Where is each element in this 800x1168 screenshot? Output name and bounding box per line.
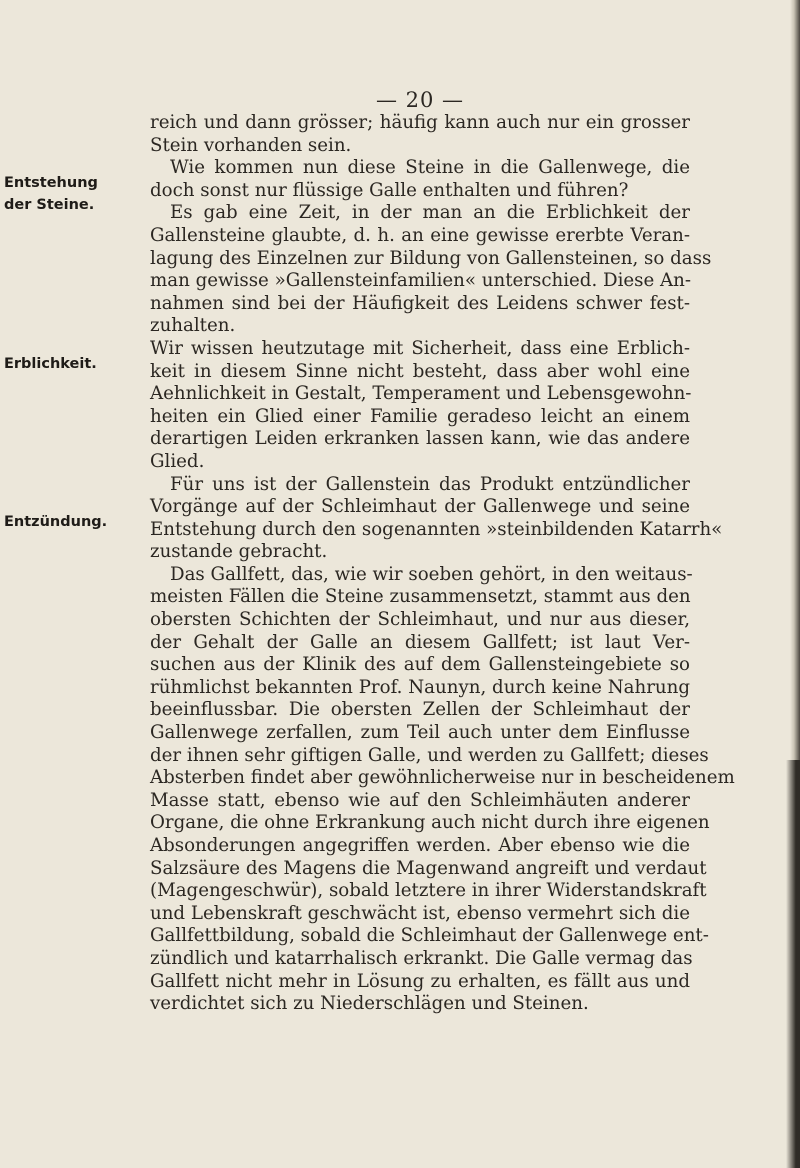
text-line: meisten Fällen die Steine zusammensetzt, stammt aus den [150,586,691,608]
text-line: Gallfett nicht mehr in Lösung zu erhalten, es fällt aus und [150,970,690,992]
text-line: und Lebenskraft geschwächt ist, ebenso vermehrt sich die [150,902,690,924]
text-line: beeinflussbar. Die obersten Zellen der Schleimhaut der [150,699,690,721]
text-line: zustande gebracht. [150,541,328,563]
margin-note-entzuendung: Entzündung. [4,514,108,530]
text-line: Absterben findet aber gewöhnlicherweise nur in bescheidenem [150,767,735,789]
text-line: heiten ein Glied einer Familie geradeso leicht an einem [150,405,690,427]
text-line: obersten Schichten der Schleimhaut, und nur aus dieser, [150,609,690,631]
margin-note-entstehung: Entstehung [4,175,98,191]
page-edge-shadow-dark [786,760,800,1168]
text-line: Stein vorhanden sein. [150,134,352,156]
text-line: rühmlichst bekannten Prof. Naunyn, durch keine Nahrung [150,676,690,698]
text-line: Aehnlichkeit in Gestalt, Temperament und Lebensgewohn- [150,383,692,405]
text-line: Entstehung durch den sogenannten »steinbildenden Katarrh« [150,518,723,540]
text-line: suchen aus der Klinik des auf dem Gallensteingebiete so [150,654,690,676]
text-line: Für uns ist der Gallenstein das Produkt entzündlicher [170,473,690,495]
text-line: Es gab eine Zeit, in der man an die Erblichkeit der [170,202,690,224]
text-line: Wir wissen heutzutage mit Sicherheit, dass eine Erblich- [150,337,690,359]
margin-note-der-steine: der Steine. [4,197,95,213]
text-line: zuhalten. [150,315,236,337]
text-line: Absonderungen angegriffen werden. Aber ebenso wie die [150,835,690,856]
text-line: Salzsäure des Magens die Magenwand angreift und verdaut [150,857,707,879]
text-line: Das Gallfett, das, wie wir soeben gehört, in den weitaus- [170,563,693,585]
text-line: Masse statt, ebenso wie auf den Schleimhäuten anderer [150,789,690,811]
text-line: man gewisse »Gallensteinfamilien« unterschied. Diese An- [150,270,692,292]
text-line: Glied. [150,450,205,472]
margin-note-erblichkeit: Erblichkeit. [4,356,97,372]
page-number: — 20 — [375,88,465,112]
text-line: keit in diesem Sinne nicht besteht, dass aber wohl eine [150,360,690,382]
text-line: Gallenwege zerfallen, zum Teil auch unter dem Einflusse [150,722,690,744]
text-line: Wie kommen nun diese Steine in die Gallenwege, die [170,157,690,179]
text-line: derartigen Leiden erkranken lassen kann, wie das andere [150,428,690,450]
text-line: Gallensteine glaubte, d. h. an eine gewisse ererbte Veran- [150,224,690,246]
text-line: nahmen sind bei der Häufigkeit des Leidens schwer fest- [150,292,690,314]
text-line: verdichtet sich zu Niederschlägen und Steinen. [150,993,589,1015]
text-line: doch sonst nur flüssige Galle enthalten und führen? [150,179,629,201]
text-line: reich und dann grösser; häufig kann auch nur ein grosser [150,112,690,133]
text-line: der Gehalt der Galle an diesem Gallfett; ist laut Ver- [150,631,690,653]
text-line: Vorgänge auf der Schleimhaut der Gallenwege und seine [150,496,690,518]
text-line: Gallfettbildung, sobald die Schleimhaut der Gallenwege ent- [150,925,709,947]
text-line: Organe, die ohne Erkrankung auch nicht durch ihre eigenen [150,812,710,834]
text-line: lagung des Einzelnen zur Bildung von Gallensteinen, so dass [150,247,712,269]
text-line: der ihnen sehr giftigen Galle, und werden zu Gallfett; dieses [150,744,709,766]
text-line: zündlich und katarrhalisch erkrankt. Die Galle vermag das [150,947,693,969]
body-text [150,112,735,1016]
text-line: (Magengeschwür), sobald letztere in ihrer Widerstandskraft [150,880,707,902]
